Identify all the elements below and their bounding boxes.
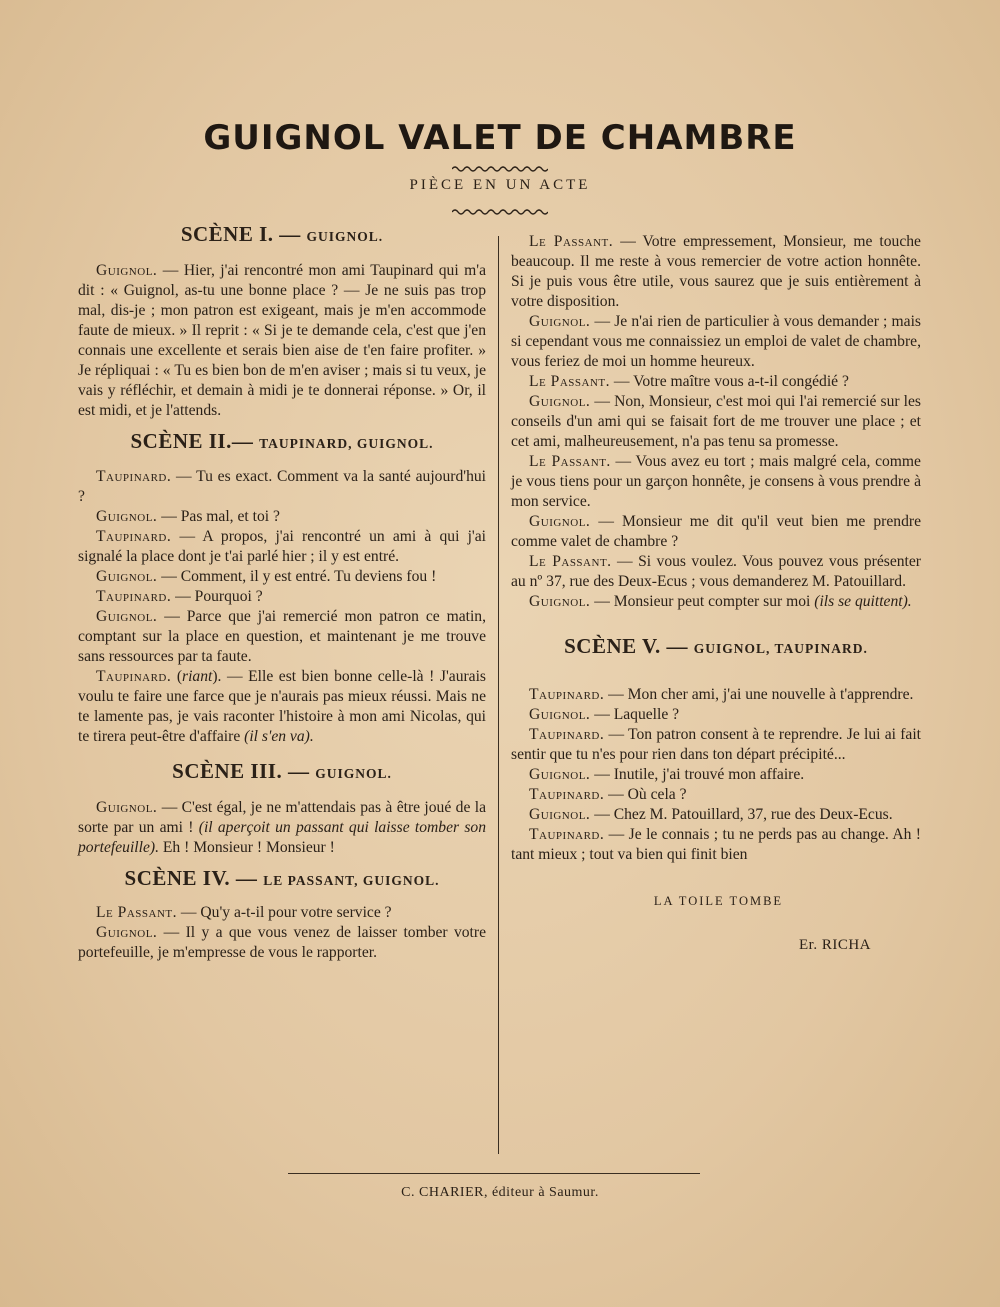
page-title: GUIGNOL VALET DE CHAMBRE xyxy=(203,118,797,158)
dialogue-text: — Hier, j'ai rencontré mon ami Taupinard qui m'a dit : « Guignol, as-tu une bonne place ? — Je ne suis pas trop mal, dis-je ; mon patron est exigeant, mais je m'en accommode faute de mieux. » Il reprit : « Si je te demande cela, c'est que j'en connais une excellente et serais bien aise de t'en faire profiter. » Je répliquai : « Tu es bien bon de m'en aviser ; mais si tu veux, je vais y réfléchir, et demain à midi je te donnerai réponse. » Or, il est midi, et je l'attends. xyxy=(78,262,486,419)
dialogue-text: — Monsieur me dit qu'il veut bien me prendre comme valet de chambre ? xyxy=(511,513,921,550)
speaker-name: Guignol. xyxy=(96,508,158,525)
speaker-name: Taupinard. xyxy=(529,686,605,703)
speaker-name: Guignol. xyxy=(529,766,591,783)
speaker-name: Taupinard. xyxy=(529,826,605,843)
dialogue-line xyxy=(511,372,921,392)
dialogue-text: — Qu'y a-t-il pour votre service ? xyxy=(177,904,392,921)
dialogue-text: — Où cela ? xyxy=(604,786,687,803)
dialogue-line xyxy=(78,903,486,923)
ornament-rule-top xyxy=(0,160,1000,178)
dialogue-text: Eh ! Monsieur ! Monsieur ! xyxy=(158,839,335,856)
ornament-rule-bottom xyxy=(0,203,1000,221)
speaker-name: Le Passant. xyxy=(529,373,611,390)
dialogue-line xyxy=(511,765,921,785)
speaker-name: Guignol. xyxy=(96,799,158,816)
scene-heading xyxy=(78,868,486,891)
dialogue-text: — Chez M. Patouillard, 37, rue des Deux-Ecus. xyxy=(590,806,893,823)
dialogue-text: — Je n'ai rien de particulier à vous demander ; mais si cependant vous me connaissiez un emploi de valet de chambre, vous feriez de moi un homme heureux. xyxy=(511,313,921,370)
speaker-name: Guignol. xyxy=(529,593,591,610)
speaker-name: Guignol. xyxy=(96,608,158,625)
dialogue-text: — A propos, j'ai rencontré un ami à qui j'ai signalé la place dont je t'ai parlé hier ; il y est entré. xyxy=(78,528,486,565)
scene-number: SCÈNE IV. — xyxy=(124,866,258,890)
dialogue-line xyxy=(511,805,921,825)
dialogue-line xyxy=(78,587,486,607)
scene-characters: GUIGNOL. xyxy=(306,229,384,244)
dialogue-text: — Pas mal, et toi ? xyxy=(157,508,280,525)
left-column xyxy=(78,222,486,963)
stage-direction: riant xyxy=(182,668,213,685)
dialogue-line xyxy=(78,507,486,527)
speaker-name: Le Passant. xyxy=(529,553,612,570)
dialogue-text: — Inutile, j'ai trouvé mon affaire. xyxy=(590,766,805,783)
dialogue-line xyxy=(78,467,486,507)
dialogue-line xyxy=(78,923,486,963)
dialogue-line xyxy=(511,785,921,805)
footer-rule xyxy=(288,1173,700,1174)
curtain-line: LA TOILE TOMBE xyxy=(653,894,784,908)
scene-number: SCÈNE II.— xyxy=(130,429,254,453)
dialogue-text: — Monsieur peut compter sur moi xyxy=(590,593,815,610)
speaker-name: Taupinard. xyxy=(96,468,172,485)
scene-heading xyxy=(78,761,486,784)
speaker-name: Taupinard. xyxy=(96,668,172,685)
speaker-name: Taupinard. xyxy=(529,726,605,743)
speaker-name: Taupinard. xyxy=(96,588,172,605)
author-signature: Er. RICHA xyxy=(799,937,871,953)
dialogue-text: — Votre maître vous a-t-il congédié ? xyxy=(610,373,849,390)
scene-heading xyxy=(511,636,921,659)
speaker-name: Le Passant. xyxy=(96,904,178,921)
speaker-name: Le Passant. xyxy=(529,233,614,250)
column-divider xyxy=(498,236,499,1154)
dialogue-line xyxy=(511,592,921,612)
scene-heading xyxy=(78,431,486,454)
dialogue-text: — Non, Monsieur, c'est moi qui l'ai remercié sur les conseils d'un ami qui se faisait fort de me trouver une place ; et cet ami, malheureusement, n'a pas tenu sa promesse. xyxy=(511,393,921,450)
stage-direction: (il aperçoit un passant qui laisse tomber son portefeuille). xyxy=(78,819,486,856)
scene-heading xyxy=(78,224,486,247)
dialogue-text: — Laquelle ? xyxy=(590,706,680,723)
dialogue-text: — Ton patron consent à te reprendre. Je lui ai fait sentir que tu n'es pour rien dans ton départ précipité... xyxy=(511,726,921,763)
dialogue-line xyxy=(78,261,486,421)
speaker-name: Guignol. xyxy=(529,513,591,530)
dialogue-text: — Si vous voulez. Vous pouvez vous présenter au nº 37, rue des Deux-Ecus ; vous demanderez M. Patouillard. xyxy=(511,553,921,590)
right-column xyxy=(511,222,921,955)
dialogue-line xyxy=(511,392,921,452)
dialogue-line xyxy=(511,512,921,552)
speaker-name: Guignol. xyxy=(529,393,591,410)
dialogue-text: — Mon cher ami, j'ai une nouvelle à t'apprendre. xyxy=(604,686,914,703)
scene-characters: LE PASSANT, GUIGNOL. xyxy=(263,873,440,888)
dialogue-text: — Parce que j'ai remercié mon patron ce matin, comptant sur la place en question, et maintenant je me trouve sans ressources par ta faute. xyxy=(78,608,486,665)
scene-characters: TAUPINARD, GUIGNOL. xyxy=(259,436,434,451)
dialogue-line xyxy=(78,798,486,858)
dialogue-line xyxy=(511,705,921,725)
speaker-name: Guignol. xyxy=(529,706,591,723)
dialogue-text: — Il y a que vous venez de laisser tomber votre portefeuille, je m'empresse de vous le rapporter. xyxy=(78,924,486,961)
scene-number: SCÈNE I. — xyxy=(180,222,301,246)
dialogue-text: — Votre empressement, Monsieur, me touche beaucoup. Il me reste à vous remercier de votre action honnête. Si je puis vous être utile, vous saurez que je suis entièrement à votre disposition. xyxy=(511,233,921,310)
speaker-name: Taupinard. xyxy=(529,786,605,803)
speaker-name: Guignol. xyxy=(529,313,591,330)
stage-direction: (ils se quittent). xyxy=(814,593,912,610)
dialogue-line xyxy=(511,725,921,765)
dialogue-line: Taupinard. (riant). — Elle est bien bonne celle-là ! J'aurais voulu te faire une farce que je n'aurais pas mieux réussi. Mais ne te lamente pas, je vais raconter l'histoire à mon ami Nicolas, qui te tirera peut-être d'affaire (il s'en va). xyxy=(78,668,487,745)
speaker-name: Guignol. xyxy=(96,924,158,941)
dialogue-line xyxy=(78,607,486,667)
speaker-name: Guignol. xyxy=(96,568,158,585)
scene-number: SCÈNE III. — xyxy=(172,759,310,783)
publisher-footer: C. CHARIER, éditeur à Saumur. xyxy=(401,1185,599,1200)
dialogue-line xyxy=(511,552,921,592)
stage-direction: (il s'en va). xyxy=(244,728,314,745)
dialogue-line xyxy=(78,567,486,587)
scene-characters: GUIGNOL, TAUPINARD. xyxy=(693,641,868,656)
dialogue-text: — C'est égal, je ne m'attendais pas à être joué de la sorte par un ami ! xyxy=(78,799,486,836)
dialogue-text: . — Elle est bien bonne celle-là ! J'aurais voulu te faire une farce que je n'aurais pas mieux réussi. Mais ne te lamente pas, je vais raconter l'histoire à mon ami Nicolas, qui te tirera peut-être d'affaire xyxy=(78,668,487,745)
dialogue-line xyxy=(78,527,486,567)
dialogue-line xyxy=(511,685,921,705)
dialogue-text: — Comment, il y est entré. Tu deviens fou ! xyxy=(157,568,437,585)
dialogue-line xyxy=(511,452,921,512)
scene-number: SCÈNE V. — xyxy=(564,634,688,658)
dialogue-line xyxy=(511,232,921,312)
dialogue-text: — Vous avez eu tort ; mais malgré cela, comme je vous tiens pour un garçon honnête, je consens à vous prendre à mon service. xyxy=(511,453,921,510)
speaker-name: Taupinard. xyxy=(96,528,172,545)
dialogue-text: — Je le connais ; tu ne perds pas au change. Ah ! tant mieux ; tout va bien qui finit bien xyxy=(511,826,921,863)
scene-characters: GUIGNOL. xyxy=(315,766,392,781)
dialogue-text: — Pourquoi ? xyxy=(171,588,263,605)
speaker-name: Le Passant. xyxy=(529,453,611,470)
speaker-name: Guignol. xyxy=(96,262,158,279)
dialogue-text: — Tu es exact. Comment va la santé aujourd'hui ? xyxy=(78,468,486,505)
subtitle: PIÈCE EN UN ACTE xyxy=(409,177,591,193)
dialogue-line xyxy=(511,825,921,865)
speaker-name: Guignol. xyxy=(529,806,591,823)
dialogue-line xyxy=(511,312,921,372)
